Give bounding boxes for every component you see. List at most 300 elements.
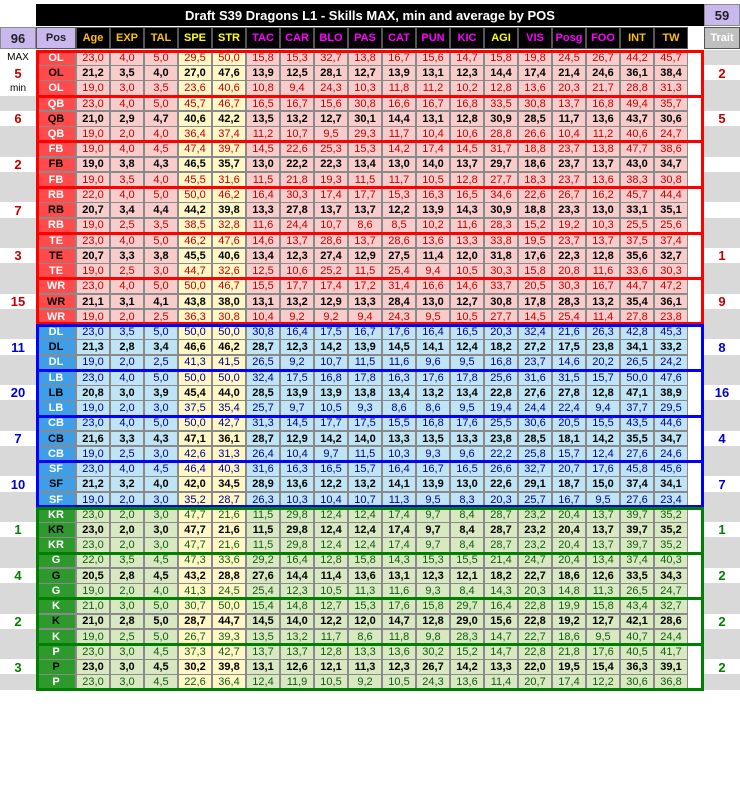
skill-cell: 39,7 [212, 141, 246, 157]
skill-cell: 13,3 [348, 294, 382, 310]
skill-cell: 27,7 [484, 172, 518, 188]
skill-cell: 21,8 [280, 172, 314, 188]
group-count: 15 [0, 294, 36, 310]
skill-cell: 14,2 [314, 431, 348, 447]
skill-cell: 4,5 [144, 674, 178, 690]
skill-cell: 11,5 [348, 263, 382, 279]
skill-cell: 3,5 [144, 218, 178, 234]
trait-cell [704, 324, 740, 340]
skill-cell: 16,2 [586, 187, 620, 203]
skill-cell: 12,8 [450, 111, 484, 127]
skill-cell: 39,7 [620, 537, 654, 553]
skill-cell: 11,4 [484, 674, 518, 690]
skill-cell: 27,6 [620, 492, 654, 508]
skill-cell: 14,6 [552, 355, 586, 371]
skill-cell: 10,7 [314, 218, 348, 234]
skill-cell: 22,2 [280, 157, 314, 173]
skill-cell: 43,7 [620, 111, 654, 127]
skill-cell: 36,3 [178, 309, 212, 325]
skill-cell: 50,0 [212, 324, 246, 340]
skill-cell: 12,9 [280, 431, 314, 447]
trait-cell: 2 [704, 659, 740, 675]
skill-cell: 45,8 [620, 461, 654, 477]
skill-cell: 12,7 [314, 598, 348, 614]
skill-cell: 4,5 [144, 659, 178, 675]
skill-cell: 11,5 [246, 537, 280, 553]
skill-cell: 28,9 [246, 476, 280, 492]
skill-cell: 36,1 [212, 431, 246, 447]
skill-cell: 24,7 [654, 583, 688, 599]
skill-cell: 22,8 [518, 614, 552, 630]
skill-cell: 23,8 [654, 309, 688, 325]
skill-cell: 13,1 [382, 568, 416, 584]
trait-cell: 1 [704, 248, 740, 264]
skill-cell: 47,7 [178, 507, 212, 523]
skill-cell: 38,4 [654, 65, 688, 81]
skill-cell: 17,7 [314, 416, 348, 432]
left-spacer [0, 233, 36, 249]
skill-cell: 20,5 [76, 568, 110, 584]
skill-cell: 15,5 [586, 416, 620, 432]
skill-cell: 19,0 [76, 629, 110, 645]
skill-cell: 14,8 [552, 583, 586, 599]
skill-cell: 30,7 [178, 598, 212, 614]
skill-cell: 33,2 [654, 339, 688, 355]
skill-cell: 40,6 [212, 80, 246, 96]
skill-cell: 13,7 [586, 507, 620, 523]
skill-cell: 18,2 [484, 568, 518, 584]
pos-label: SF [36, 492, 76, 508]
trait-cell [704, 218, 740, 234]
trait-cell [704, 598, 740, 614]
skill-cell: 2,0 [110, 126, 144, 142]
skill-cell: 4,5 [144, 553, 178, 569]
skill-cell: 9,5 [586, 492, 620, 508]
skill-cell: 40,5 [620, 644, 654, 660]
skill-cell: 46,7 [212, 278, 246, 294]
trait-cell [704, 492, 740, 508]
skill-cell: 11,3 [382, 492, 416, 508]
skill-cell: 13,3 [246, 202, 280, 218]
skill-cell: 16,6 [416, 278, 450, 294]
skill-cell: 50,0 [212, 370, 246, 386]
left-spacer [0, 141, 36, 157]
skill-cell: 11,8 [382, 629, 416, 645]
skill-cell: 17,5 [280, 370, 314, 386]
skill-cell: 34,6 [484, 187, 518, 203]
skill-cell: 19,0 [76, 157, 110, 173]
skill-cell: 12,8 [314, 553, 348, 569]
pos-label: OL [36, 65, 76, 81]
skill-cell: 20,7 [518, 674, 552, 690]
skill-cell: 21,6 [212, 522, 246, 538]
trait-cell: 1 [704, 522, 740, 538]
skill-cell: 13,7 [280, 644, 314, 660]
left-spacer [0, 553, 36, 569]
skill-cell: 50,0 [178, 370, 212, 386]
skill-cell: 31,5 [552, 370, 586, 386]
skill-cell: 11,6 [382, 583, 416, 599]
pos-label: TE [36, 233, 76, 249]
skill-cell: 29,5 [178, 50, 212, 66]
column-header: STR [212, 27, 246, 49]
pos-label: RB [36, 218, 76, 234]
skill-cell: 9,2 [348, 674, 382, 690]
skill-cell: 4,4 [144, 202, 178, 218]
skill-cell: 14,2 [450, 659, 484, 675]
skill-cell: 12,7 [450, 294, 484, 310]
skill-cell: 15,3 [382, 187, 416, 203]
skill-cell: 28,6 [654, 614, 688, 630]
group-count: 7 [0, 202, 36, 218]
skill-cell: 20,7 [76, 202, 110, 218]
skill-cell: 4,0 [144, 476, 178, 492]
skill-cell: 16,8 [586, 96, 620, 112]
skill-cell: 2,0 [110, 522, 144, 538]
skill-cell: 28,3 [484, 218, 518, 234]
trait-cell [704, 233, 740, 249]
skill-cell: 45,6 [654, 461, 688, 477]
left-spacer [0, 492, 36, 508]
column-header: VIS [518, 27, 552, 49]
skill-cell: 19,0 [76, 172, 110, 188]
skill-cell: 22,7 [518, 568, 552, 584]
left-spacer [0, 400, 36, 416]
skill-cell: 47,2 [654, 278, 688, 294]
skill-cell: 37,7 [620, 400, 654, 416]
skill-cell: 27,6 [246, 568, 280, 584]
skill-cell: 50,0 [178, 278, 212, 294]
column-header: EXP [110, 27, 144, 49]
skill-cell: 33,1 [620, 202, 654, 218]
skill-cell: 9,7 [314, 446, 348, 462]
skill-cell: 45,7 [178, 96, 212, 112]
skill-cell: 13,2 [280, 294, 314, 310]
skill-cell: 27,0 [178, 65, 212, 81]
skill-cell: 46,2 [178, 233, 212, 249]
skill-cell: 35,4 [212, 400, 246, 416]
left-spacer [0, 629, 36, 645]
skill-cell: 24,3 [314, 80, 348, 96]
skill-cell: 19,0 [76, 446, 110, 462]
skill-cell: 23,0 [76, 522, 110, 538]
trait-cell [704, 416, 740, 432]
skill-cell: 29,8 [280, 537, 314, 553]
skill-cell: 3,0 [110, 80, 144, 96]
skill-cell: 16,7 [416, 96, 450, 112]
skill-cell: 28,5 [518, 111, 552, 127]
trait-cell [704, 157, 740, 173]
skill-cell: 19,5 [518, 233, 552, 249]
skill-cell: 13,7 [314, 202, 348, 218]
skill-cell: 13,3 [382, 431, 416, 447]
skill-cell: 4,0 [110, 416, 144, 432]
skill-cell: 16,7 [552, 492, 586, 508]
skill-cell: 5,0 [144, 324, 178, 340]
skill-cell: 12,3 [416, 568, 450, 584]
skill-cell: 4,0 [110, 187, 144, 203]
skill-cell: 5,0 [144, 370, 178, 386]
skill-cell: 16,8 [416, 416, 450, 432]
skill-cell: 5,0 [144, 278, 178, 294]
skill-cell: 2,0 [110, 400, 144, 416]
skill-cell: 20,3 [484, 324, 518, 340]
skill-cell: 35,2 [654, 522, 688, 538]
skill-cell: 13,0 [246, 157, 280, 173]
skill-cell: 22,7 [518, 629, 552, 645]
skill-cell: 5,0 [144, 187, 178, 203]
skill-cell: 25,4 [246, 583, 280, 599]
skill-cell: 14,6 [450, 278, 484, 294]
skill-cell: 12,3 [280, 339, 314, 355]
column-header: Posg [552, 27, 586, 49]
skill-cell: 3,1 [110, 294, 144, 310]
trait-cell [704, 400, 740, 416]
pos-label: SF [36, 461, 76, 477]
skill-cell: 22,0 [518, 659, 552, 675]
trait-cell [704, 80, 740, 96]
skill-cell: 10,5 [382, 674, 416, 690]
skill-cell: 14,0 [416, 157, 450, 173]
skill-cell: 30,8 [518, 96, 552, 112]
skill-cell: 15,8 [484, 50, 518, 66]
skill-cell: 13,7 [586, 157, 620, 173]
skill-cell: 13,5 [246, 629, 280, 645]
pos-label: OL [36, 50, 76, 66]
left-spacer [0, 446, 36, 462]
skill-cell: 44,2 [620, 50, 654, 66]
pos-label: TE [36, 263, 76, 279]
skill-cell: 17,4 [552, 674, 586, 690]
skill-cell: 30,8 [212, 309, 246, 325]
skill-cell: 40,6 [178, 111, 212, 127]
skill-cell: 10,5 [450, 309, 484, 325]
skill-cell: 3,0 [144, 492, 178, 508]
skill-cell: 37,5 [620, 233, 654, 249]
skill-cell: 50,0 [620, 370, 654, 386]
skill-cell: 13,4 [450, 385, 484, 401]
skill-cell: 4,0 [144, 126, 178, 142]
skill-cell: 10,5 [314, 400, 348, 416]
pos-label: DL [36, 339, 76, 355]
skill-cell: 11,7 [382, 126, 416, 142]
skill-cell: 16,4 [382, 461, 416, 477]
skill-cell: 20,8 [76, 385, 110, 401]
skill-cell: 26,4 [246, 446, 280, 462]
skill-cell: 23,7 [552, 172, 586, 188]
trait-cell [704, 507, 740, 523]
skill-cell: 13,7 [450, 157, 484, 173]
skill-cell: 5,0 [144, 96, 178, 112]
skill-cell: 15,8 [246, 50, 280, 66]
skill-cell: 12,7 [586, 614, 620, 630]
skill-cell: 11,4 [416, 248, 450, 264]
skill-cell: 18,6 [552, 568, 586, 584]
skill-cell: 46,5 [178, 157, 212, 173]
column-header: KIC [450, 27, 484, 49]
skill-cell: 10,4 [246, 309, 280, 325]
skill-cell: 16,5 [450, 324, 484, 340]
pos-label: LB [36, 385, 76, 401]
skill-cell: 14,3 [382, 553, 416, 569]
skill-cell: 21,0 [76, 614, 110, 630]
skill-cell: 12,8 [586, 248, 620, 264]
skill-cell: 24,7 [654, 126, 688, 142]
skill-cell: 13,7 [586, 537, 620, 553]
skill-cell: 20,2 [586, 355, 620, 371]
trait-cell [704, 172, 740, 188]
skill-cell: 3,0 [110, 674, 144, 690]
trait-cell [704, 126, 740, 142]
skill-cell: 11,5 [348, 355, 382, 371]
skill-cell: 3,8 [144, 248, 178, 264]
skill-cell: 30,1 [348, 111, 382, 127]
column-header: PUN [416, 27, 450, 49]
pos-label: K [36, 614, 76, 630]
skill-cell: 30,9 [484, 202, 518, 218]
skill-cell: 21,4 [552, 65, 586, 81]
skill-cell: 10,3 [280, 492, 314, 508]
skill-cell: 16,8 [450, 96, 484, 112]
group-count: 2 [0, 614, 36, 630]
skill-cell: 14,3 [484, 583, 518, 599]
skill-cell: 44,0 [212, 385, 246, 401]
skill-cell: 13,9 [280, 385, 314, 401]
skill-cell: 26,5 [620, 355, 654, 371]
skill-cell: 11,6 [382, 355, 416, 371]
group-count: 1 [0, 522, 36, 538]
left-spacer [0, 278, 36, 294]
skill-cell: 35,2 [178, 492, 212, 508]
skill-cell: 24,4 [518, 400, 552, 416]
skill-cell: 3,0 [144, 446, 178, 462]
skill-cell: 23,0 [76, 96, 110, 112]
column-header: TW [654, 27, 688, 49]
skill-cell: 23,7 [552, 157, 586, 173]
skill-cell: 23,6 [178, 80, 212, 96]
column-header: PAS [348, 27, 382, 49]
skill-cell: 21,4 [484, 553, 518, 569]
pos-label: WR [36, 294, 76, 310]
skill-cell: 37,4 [620, 553, 654, 569]
skill-cell: 14,7 [484, 629, 518, 645]
skill-cell: 18,6 [518, 157, 552, 173]
skill-cell: 15,8 [416, 598, 450, 614]
skill-cell: 13,6 [416, 233, 450, 249]
trait-header: Trait [704, 27, 740, 49]
pos-label: FB [36, 157, 76, 173]
skill-cell: 10,5 [314, 674, 348, 690]
skill-cell: 14,5 [246, 141, 280, 157]
skill-cell: 36,1 [620, 65, 654, 81]
skill-cell: 17,4 [382, 507, 416, 523]
trait-cell: 8 [704, 339, 740, 355]
left-spacer [0, 96, 36, 112]
skill-cell: 30,9 [484, 111, 518, 127]
skill-cell: 11,4 [314, 568, 348, 584]
skill-cell: 9,5 [450, 400, 484, 416]
skill-cell: 32,4 [518, 324, 552, 340]
left-spacer [0, 598, 36, 614]
skill-cell: 11,2 [416, 80, 450, 96]
skill-cell: 41,3 [178, 583, 212, 599]
skill-cell: 18,8 [518, 141, 552, 157]
skill-cell: 47,7 [620, 141, 654, 157]
skill-cell: 23,0 [76, 644, 110, 660]
skill-cell: 4,0 [110, 50, 144, 66]
skill-cell: 44,7 [620, 278, 654, 294]
skill-cell: 16,7 [586, 278, 620, 294]
skill-cell: 12,4 [314, 507, 348, 523]
pos-label: P [36, 644, 76, 660]
skill-cell: 9,4 [416, 263, 450, 279]
skill-cell: 32,7 [518, 461, 552, 477]
trait-cell [704, 370, 740, 386]
skill-cell: 43,4 [620, 598, 654, 614]
skill-cell: 13,2 [586, 294, 620, 310]
skill-cell: 2,0 [110, 537, 144, 553]
skill-cell: 22,6 [518, 187, 552, 203]
skill-cell: 28,7 [178, 614, 212, 630]
skill-cell: 33,8 [484, 233, 518, 249]
skill-cell: 42,8 [620, 324, 654, 340]
skill-cell: 4,5 [144, 568, 178, 584]
skill-cell: 30,2 [416, 644, 450, 660]
skill-cell: 33,5 [484, 96, 518, 112]
skill-cell: 15,5 [382, 416, 416, 432]
skill-cell: 13,0 [416, 294, 450, 310]
skill-cell: 3,0 [110, 644, 144, 660]
skill-cell: 10,3 [348, 80, 382, 96]
skill-cell: 31,7 [484, 141, 518, 157]
skill-cell: 11,7 [552, 111, 586, 127]
skill-cell: 45,7 [654, 50, 688, 66]
skill-cell: 10,4 [314, 492, 348, 508]
skill-cell: 20,7 [552, 461, 586, 477]
skill-cell: 11,6 [450, 218, 484, 234]
skill-cell: 9,7 [280, 400, 314, 416]
skill-cell: 24,6 [586, 65, 620, 81]
skill-cell: 9,4 [586, 400, 620, 416]
column-header: CAR [280, 27, 314, 49]
skill-cell: 39,8 [212, 202, 246, 218]
pos-label: CB [36, 416, 76, 432]
skill-cell: 42,2 [212, 111, 246, 127]
skill-cell: 20,4 [552, 537, 586, 553]
skill-cell: 10,2 [450, 80, 484, 96]
skill-cell: 2,8 [110, 339, 144, 355]
skill-cell: 15,8 [518, 263, 552, 279]
skill-cell: 3,0 [110, 385, 144, 401]
skill-cell: 13,6 [518, 80, 552, 96]
skill-cell: 32,6 [212, 263, 246, 279]
skill-cell: 3,0 [144, 400, 178, 416]
skill-cell: 11,2 [246, 126, 280, 142]
skill-cell: 25,2 [314, 263, 348, 279]
skill-cell: 17,4 [314, 278, 348, 294]
skill-cell: 35,2 [654, 537, 688, 553]
skill-cell: 20,8 [552, 263, 586, 279]
trait-cell: 4 [704, 431, 740, 447]
skill-cell: 2,5 [110, 263, 144, 279]
skill-cell: 9,5 [416, 492, 450, 508]
skill-cell: 25,7 [518, 492, 552, 508]
skill-cell: 9,2 [314, 309, 348, 325]
skill-cell: 21,7 [586, 80, 620, 96]
skill-cell: 46,4 [178, 461, 212, 477]
trait-cell [704, 187, 740, 203]
skill-cell: 15,3 [416, 553, 450, 569]
